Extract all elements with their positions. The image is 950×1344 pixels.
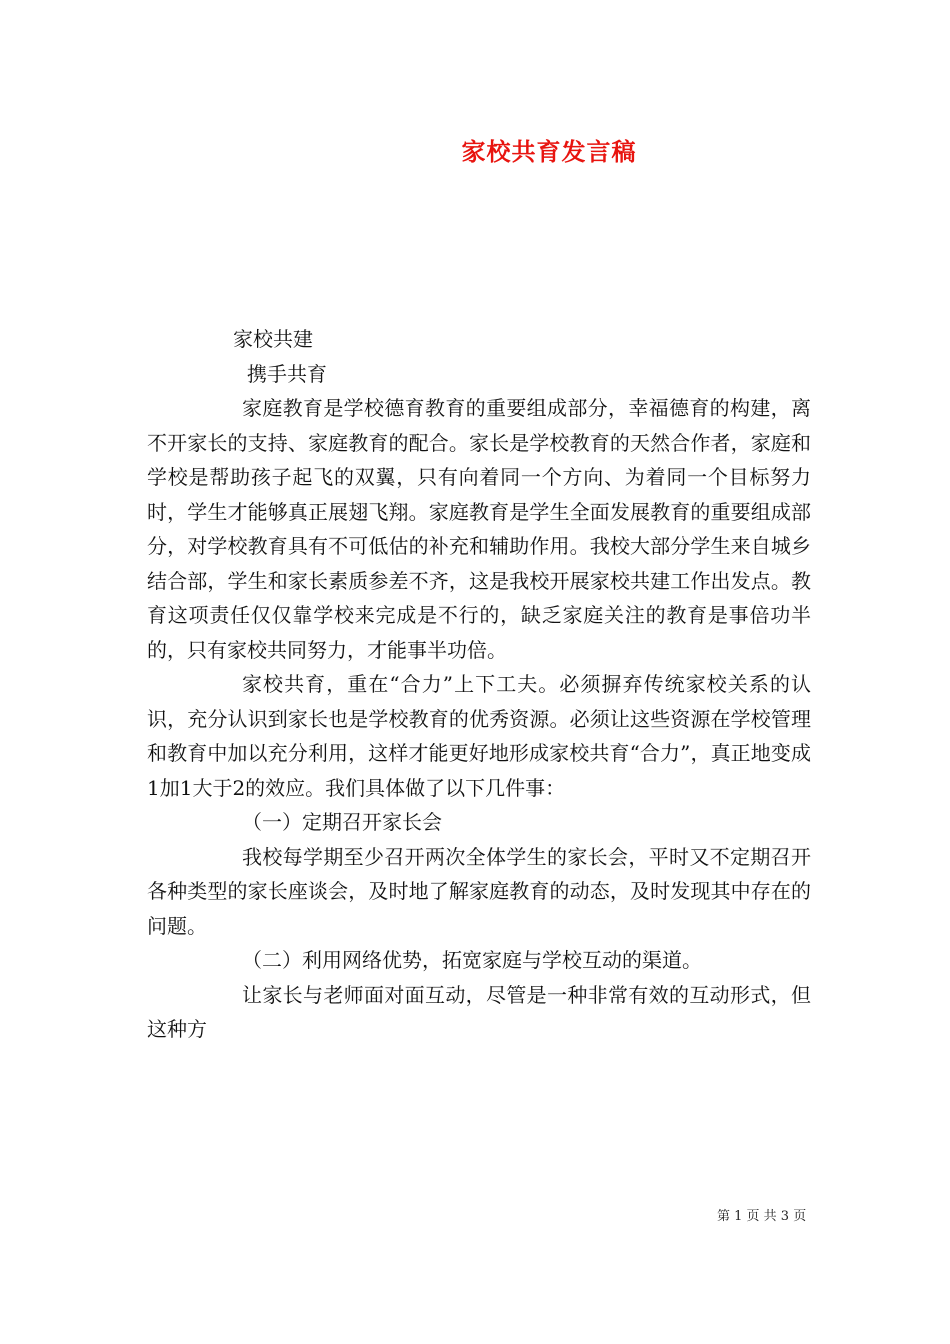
section-2-heading: （二）利用网络优势，拓宽家庭与学校互动的渠道。	[242, 948, 702, 972]
paragraph-1: 家庭教育是学校德育教育的重要组成部分，幸福德育的构建，离不开家长的支持、家庭教育的配合。家长是学校教育的天然合作者，家庭和学校是帮助孩子起飞的双翼，只有向着同一个方向、为着同一个目标努力时，学生才能够真正展翅飞翔。家庭教育是学生全面发展教育的重要组成部分，对学校教育具有不可低估的补充和辅助作用。我校大部分学生来自城乡结合部，学生和家长素质参差不齐，这是我校开展家校共建工作出发点。教育这项责任仅仅靠学校来完成是不行的，缺乏家庭关注的教育是事倍功半的，只有家校共同努力，才能事半功倍。	[147, 396, 811, 662]
subtitle-1: 家校共建	[233, 327, 313, 351]
section-2-text: 让家长与老师面对面互动，尽管是一种非常有效的互动形式，但这种方	[147, 982, 811, 1041]
document-title: 家校共育发言稿	[461, 137, 637, 166]
subtitle-2: 携手共育	[247, 361, 327, 386]
section-1-text: 我校每学期至少召开两次全体学生的家长会，平时又不定期召开各种类型的家长座谈会，及时地了解家庭教育的动态，及时发现其中存在的问题。	[147, 844, 811, 938]
paragraph-2: 家校共育，重在“合力”上下工夫。必须摒弃传统家校关系的认识，充分认识到家长也是学校教育的优秀资源。必须让这些资源在学校管理和教育中加以充分利用，这样才能更好地形成家校共育“合力”，真正地变成1加1大于2的效应。我们具体做了以下几件事：	[147, 672, 811, 800]
document-body	[147, 322, 811, 1047]
section-1-heading: （一）定期召开家长会	[242, 810, 442, 834]
page-footer: 第 1 页 共 3 页	[717, 1209, 807, 1224]
